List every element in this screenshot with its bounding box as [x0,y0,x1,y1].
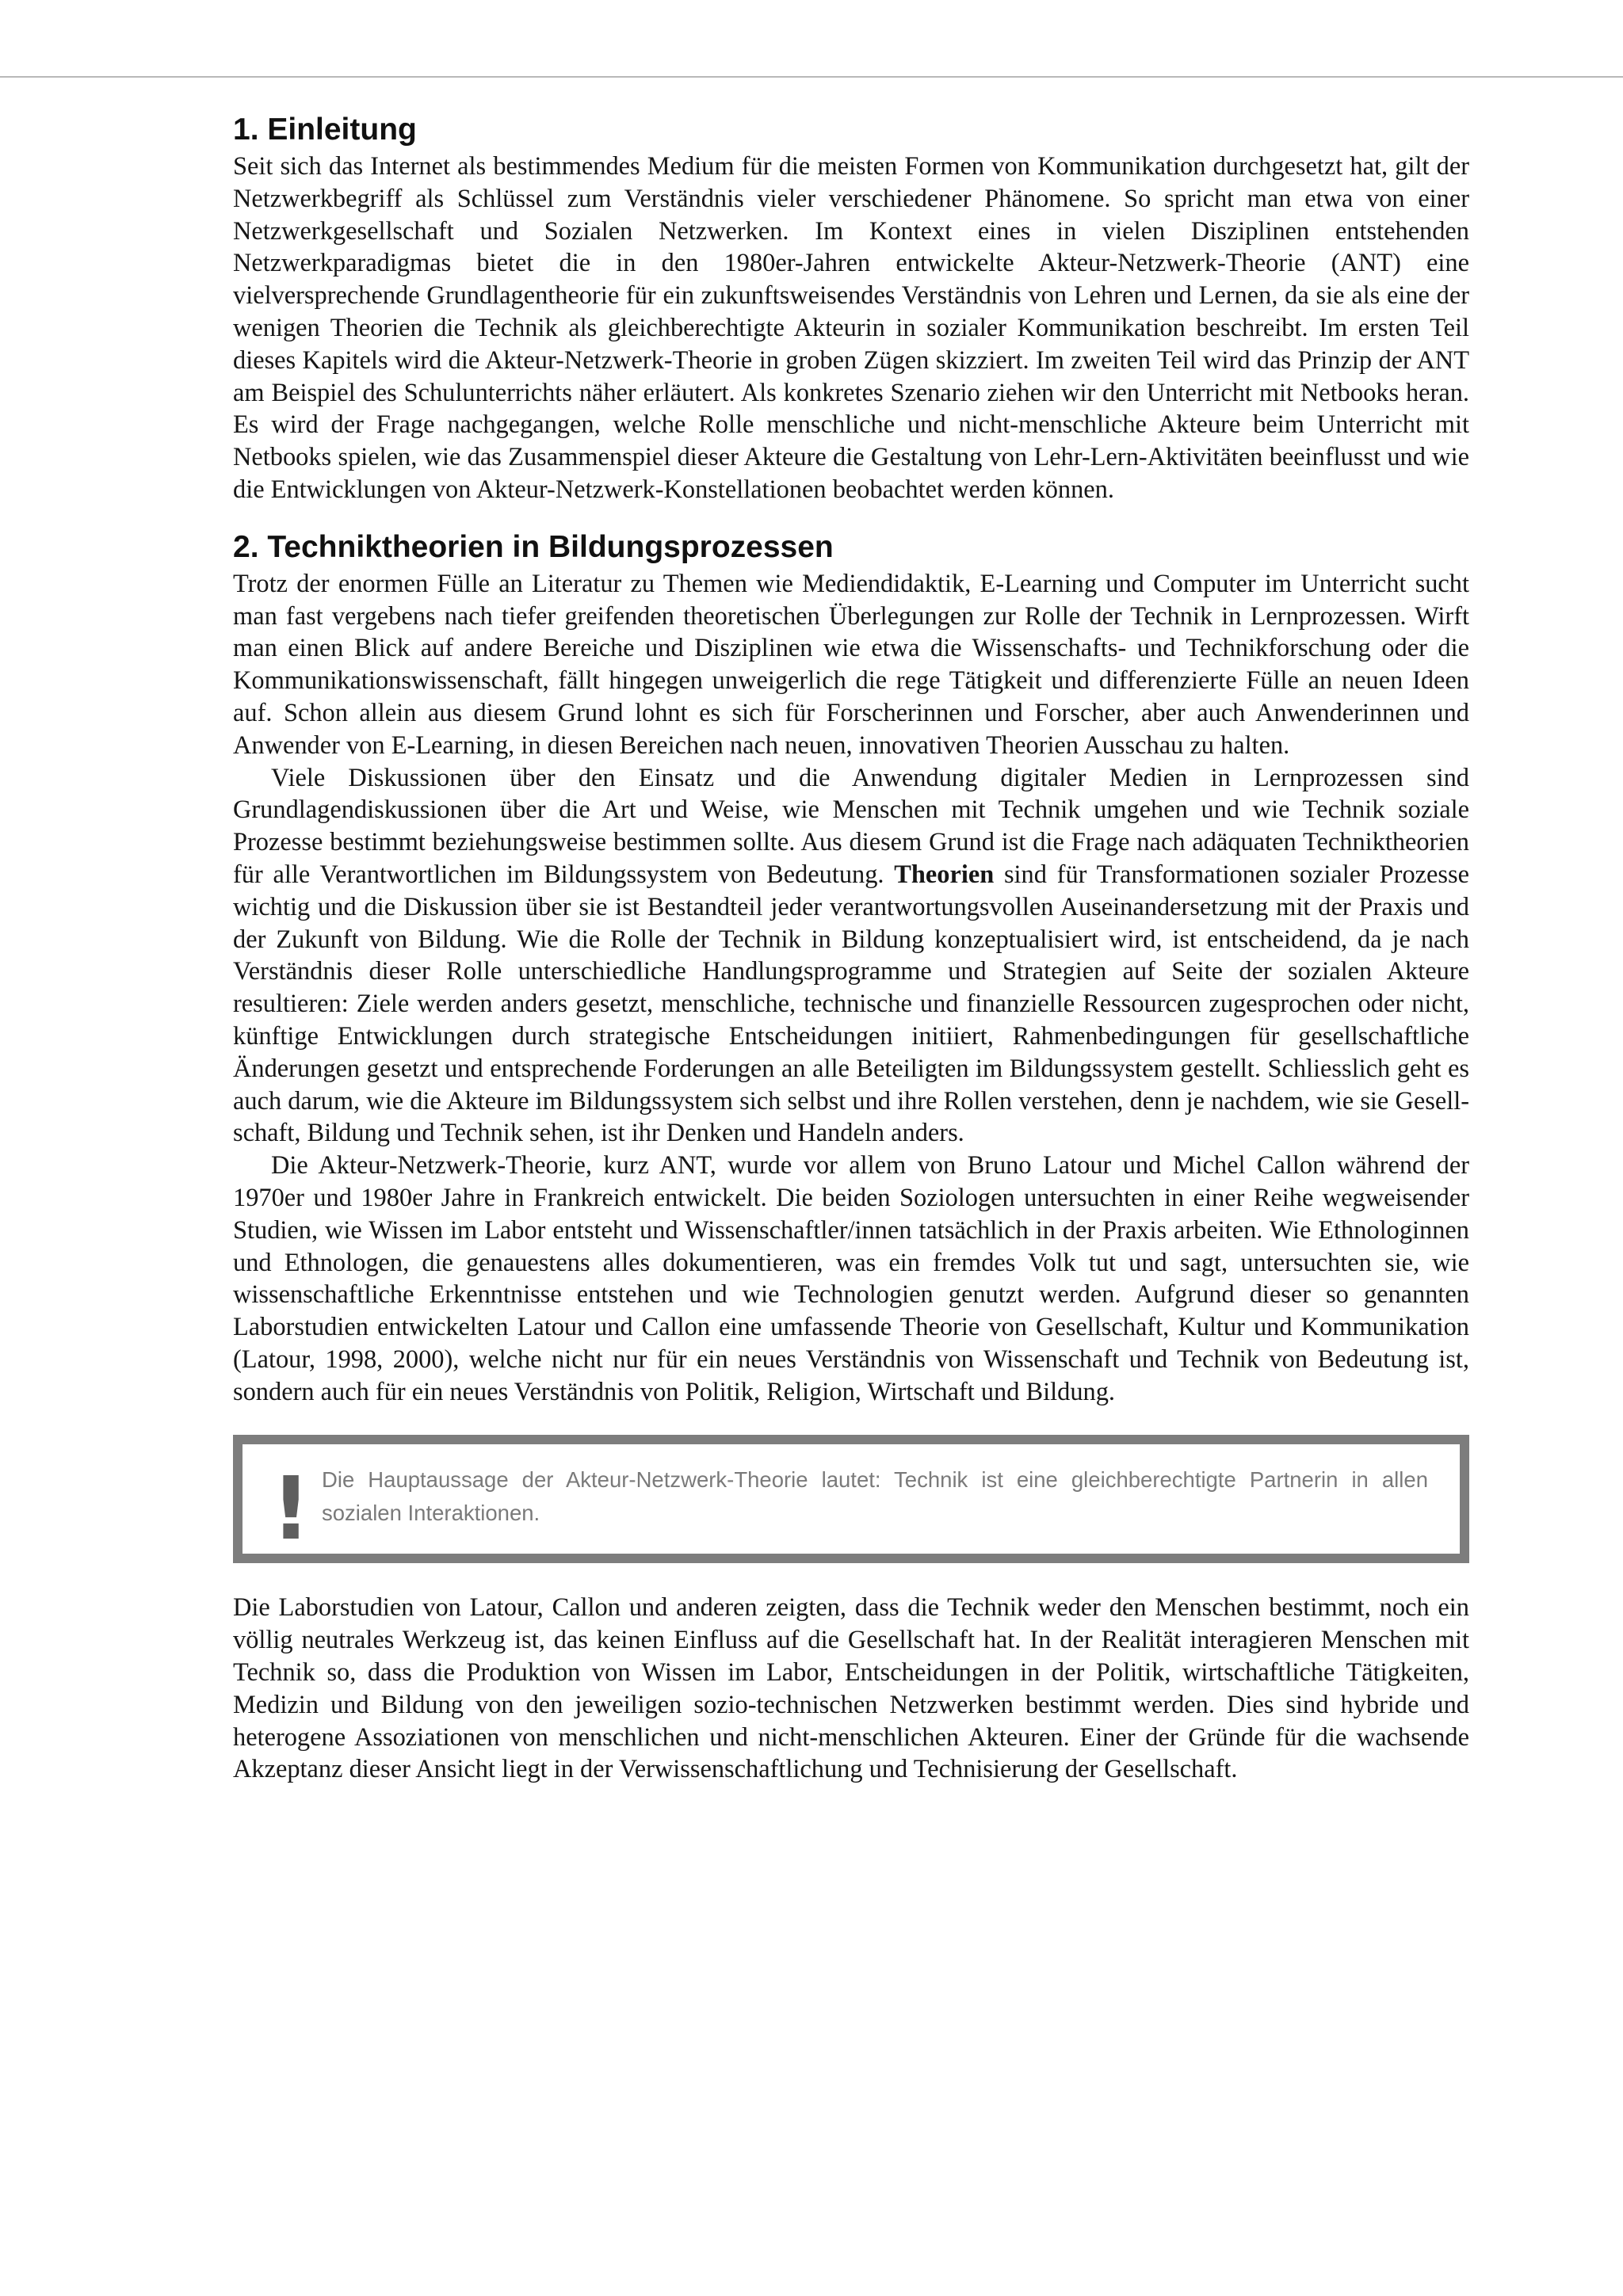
page-body [233,111,1469,1786]
exclamation-icon: ! [271,1458,311,1560]
bold-term-theorien: Theorien [894,860,995,889]
paragraph-text: Viele Diskussionen über den Einsatz und die Anwendung digitaler Medien in Lernprozessen sind Grundlagendiskussionen über die Art und Weise, wie Menschen mit Technik umgehen und wie Technik soziale Prozesse bestimmt beziehungsweise bestimmen sollte. Aus diesem Grund ist die Frage nach adäquaten Techniktheorien für alle Verantwortlichen im Bildungssystem von Bedeutung. [233,763,1469,889]
paragraph-einleitung: Seit sich das Internet als bestimmendes Medium für die meisten Formen von Kommunikation durchgesetzt hat, gilt der Netzwerkbegriff als Schlüssel zum Verständnis vieler verschiedener Phänomene. So spricht man etwa von einer Netzwerkgesellschaft und Sozialen Netzwerken. Im Kontext eines in vielen Disziplinen entstehenden Netzwerkparadigmas bietet die in den 1980er-Jahren entwickelte Akteur-Netzwerk-Theorie (ANT) eine vielversprechende Grundlagentheorie für ein zukunftsweisendes Verständnis von Lehren und Lernen, da sie als eine der wenigen Theorien die Technik als gleichberechtigte Akteurin in sozialer Kommunikation beschreibt. Im ersten Teil dieses Kapitels wird die Akteur-Netzwerk-Theorie in groben Zügen skizziert. Im zweiten Teil wird das Prinzip der ANT am Beispiel des Schulunterrichts näher erläutert. Als konkretes Szenario ziehen wir den Unterricht mit Netbooks heran. Es wird der Frage nachgegangen, welche Rolle menschliche und nicht-menschliche Akteure beim Unterricht mit Netbooks spielen, wie das Zusammenspiel dieser Akteure die Gestaltung von Lehr-Lern-Aktivitäten beeinflusst und wie die Entwicklungen von Akteur-Netzwerk-Konstellationen beobachtet werden können. [233,152,1469,504]
paragraph-techniktheorien-4: Die Laborstudien von Latour, Callon und anderen zeigten, dass die Technik weder den Menschen bestimmt, noch ein völlig neutrales Werkzeug ist, das keinen Einfluss auf die Gesellschaft hat. In der Realität interagieren Menschen mit Technik so, dass die Produktion von Wissen im Labor, Entscheidungen in der Politik, wirtschaftliche Tätigkeiten, Medizin und Bildung von den jeweiligen sozio-technischen Netzwerken bestimmt werden. Dies sind hybride und heterogene Assoziationen von menschlichen und nicht-menschlichen Akteuren. Einer der Gründe für die wachsende Akzeptanz dieser Ansicht liegt in der Verwissenschaftlichung und Technisierung der Gesellschaft. [233,1593,1469,1784]
callout-text: Die Hauptaussage der Akteur-Netzwerk-Theorie lautet: Technik ist eine gleichberechtigte Partnerin in allen sozialen Interaktionen. [322,1467,1428,1526]
paragraph-text: sind für Transformationen sozialer Prozesse wichtig und die Diskussion über sie ist Bestandteil jeder verantwortungsvollen Auseinandersetzung mit der Praxis und der Zukunft von Bildung. Wie die Rolle der Technik in Bildung konzeptualisiert wird, ist entscheidend, da je nach Verständnis dieser Rolle unterschiedliche Handlungsprogramme und Strategien auf Seite der sozialen Akteure resultieren: Ziele werden anders gesetzt, menschliche, technische und finanzielle Ressourcen zugesprochen oder nicht, künftige Entwicklungen durch strategische Entscheidungen initiiert, Rahmenbedingungen für gesellschaftliche Änderungen gesetzt und entsprechende Forderungen an alle Beteiligten im Bildungssystem gestellt. Schliesslich geht es auch darum, wie die Akteure im Bildungssystem sich selbst und ihre Rollen verstehen, denn je nachdem, wie sie Gesellschaft, Bildung und Technik sehen, ist ihr Denken und Handeln anders. [233,860,1469,1148]
paragraph-techniktheorien-1: Trotz der enormen Fülle an Literatur zu Themen wie Mediendidaktik, E-Learning und Computer im Unterricht sucht man fast vergebens nach tiefer greifenden theoretischen Überlegungen zur Rolle der Technik in Lernprozessen. Wirft man einen Blick auf andere Bereiche und Disziplinen wie etwa die Wissenschafts- und Technikforschung oder die Kommunikationswissenschaft, fällt hingegen unweigerlich die rege Tätigkeit und differenzierte Fülle an neuen Ideen auf. Schon allein aus diesem Grund lohnt es sich für Forscherinnen und Forscher, aber auch Anwenderinnen und Anwender von E-Learning, in diesen Bereichen nach neuen, innovativen Theorien Ausschau zu halten. [233,569,1469,760]
paragraph-techniktheorien-3: Die Akteur-Netzwerk-Theorie, kurz ANT, wurde vor allem von Bruno Latour und Michel Callon während der 1970er und 1980er Jahre in Frankreich entwickelt. Die beiden Soziologen untersuchten in einer Reihe wegweisender Studien, wie Wissen im Labor entsteht und Wissenschaftler/innen tatsächlich in der Praxis arbeiten. Wie Ethnologinnen und Ethnologen, die genauestens alles dokumentieren, was ein fremdes Volk tut und sagt, untersuchten sie, wie wissenschaftliche Erkenntnisse entstehen und wie Technologien genutzt werden. Aufgrund dieser so genannten Laborstudien entwickelten Latour und Callon eine umfassende Theorie von Gesellschaft, Kultur und Kommunikation (Latour, 1998, 2000), welche nicht nur für ein neues Verständnis von Wissenschaft und Technik von Bedeutung ist, sondern auch für ein neues Verständnis von Politik, Religion, Wirtschaft und Bildung. [233,1151,1469,1406]
section-heading-einleitung: 1. Einleitung [233,113,417,147]
header-rule [0,76,1623,78]
section-heading-techniktheorien: 2. Techniktheorien in Bildungsprozessen [233,529,834,564]
paragraph-techniktheorien-2 [233,762,1469,1150]
callout-box [233,1435,1469,1563]
